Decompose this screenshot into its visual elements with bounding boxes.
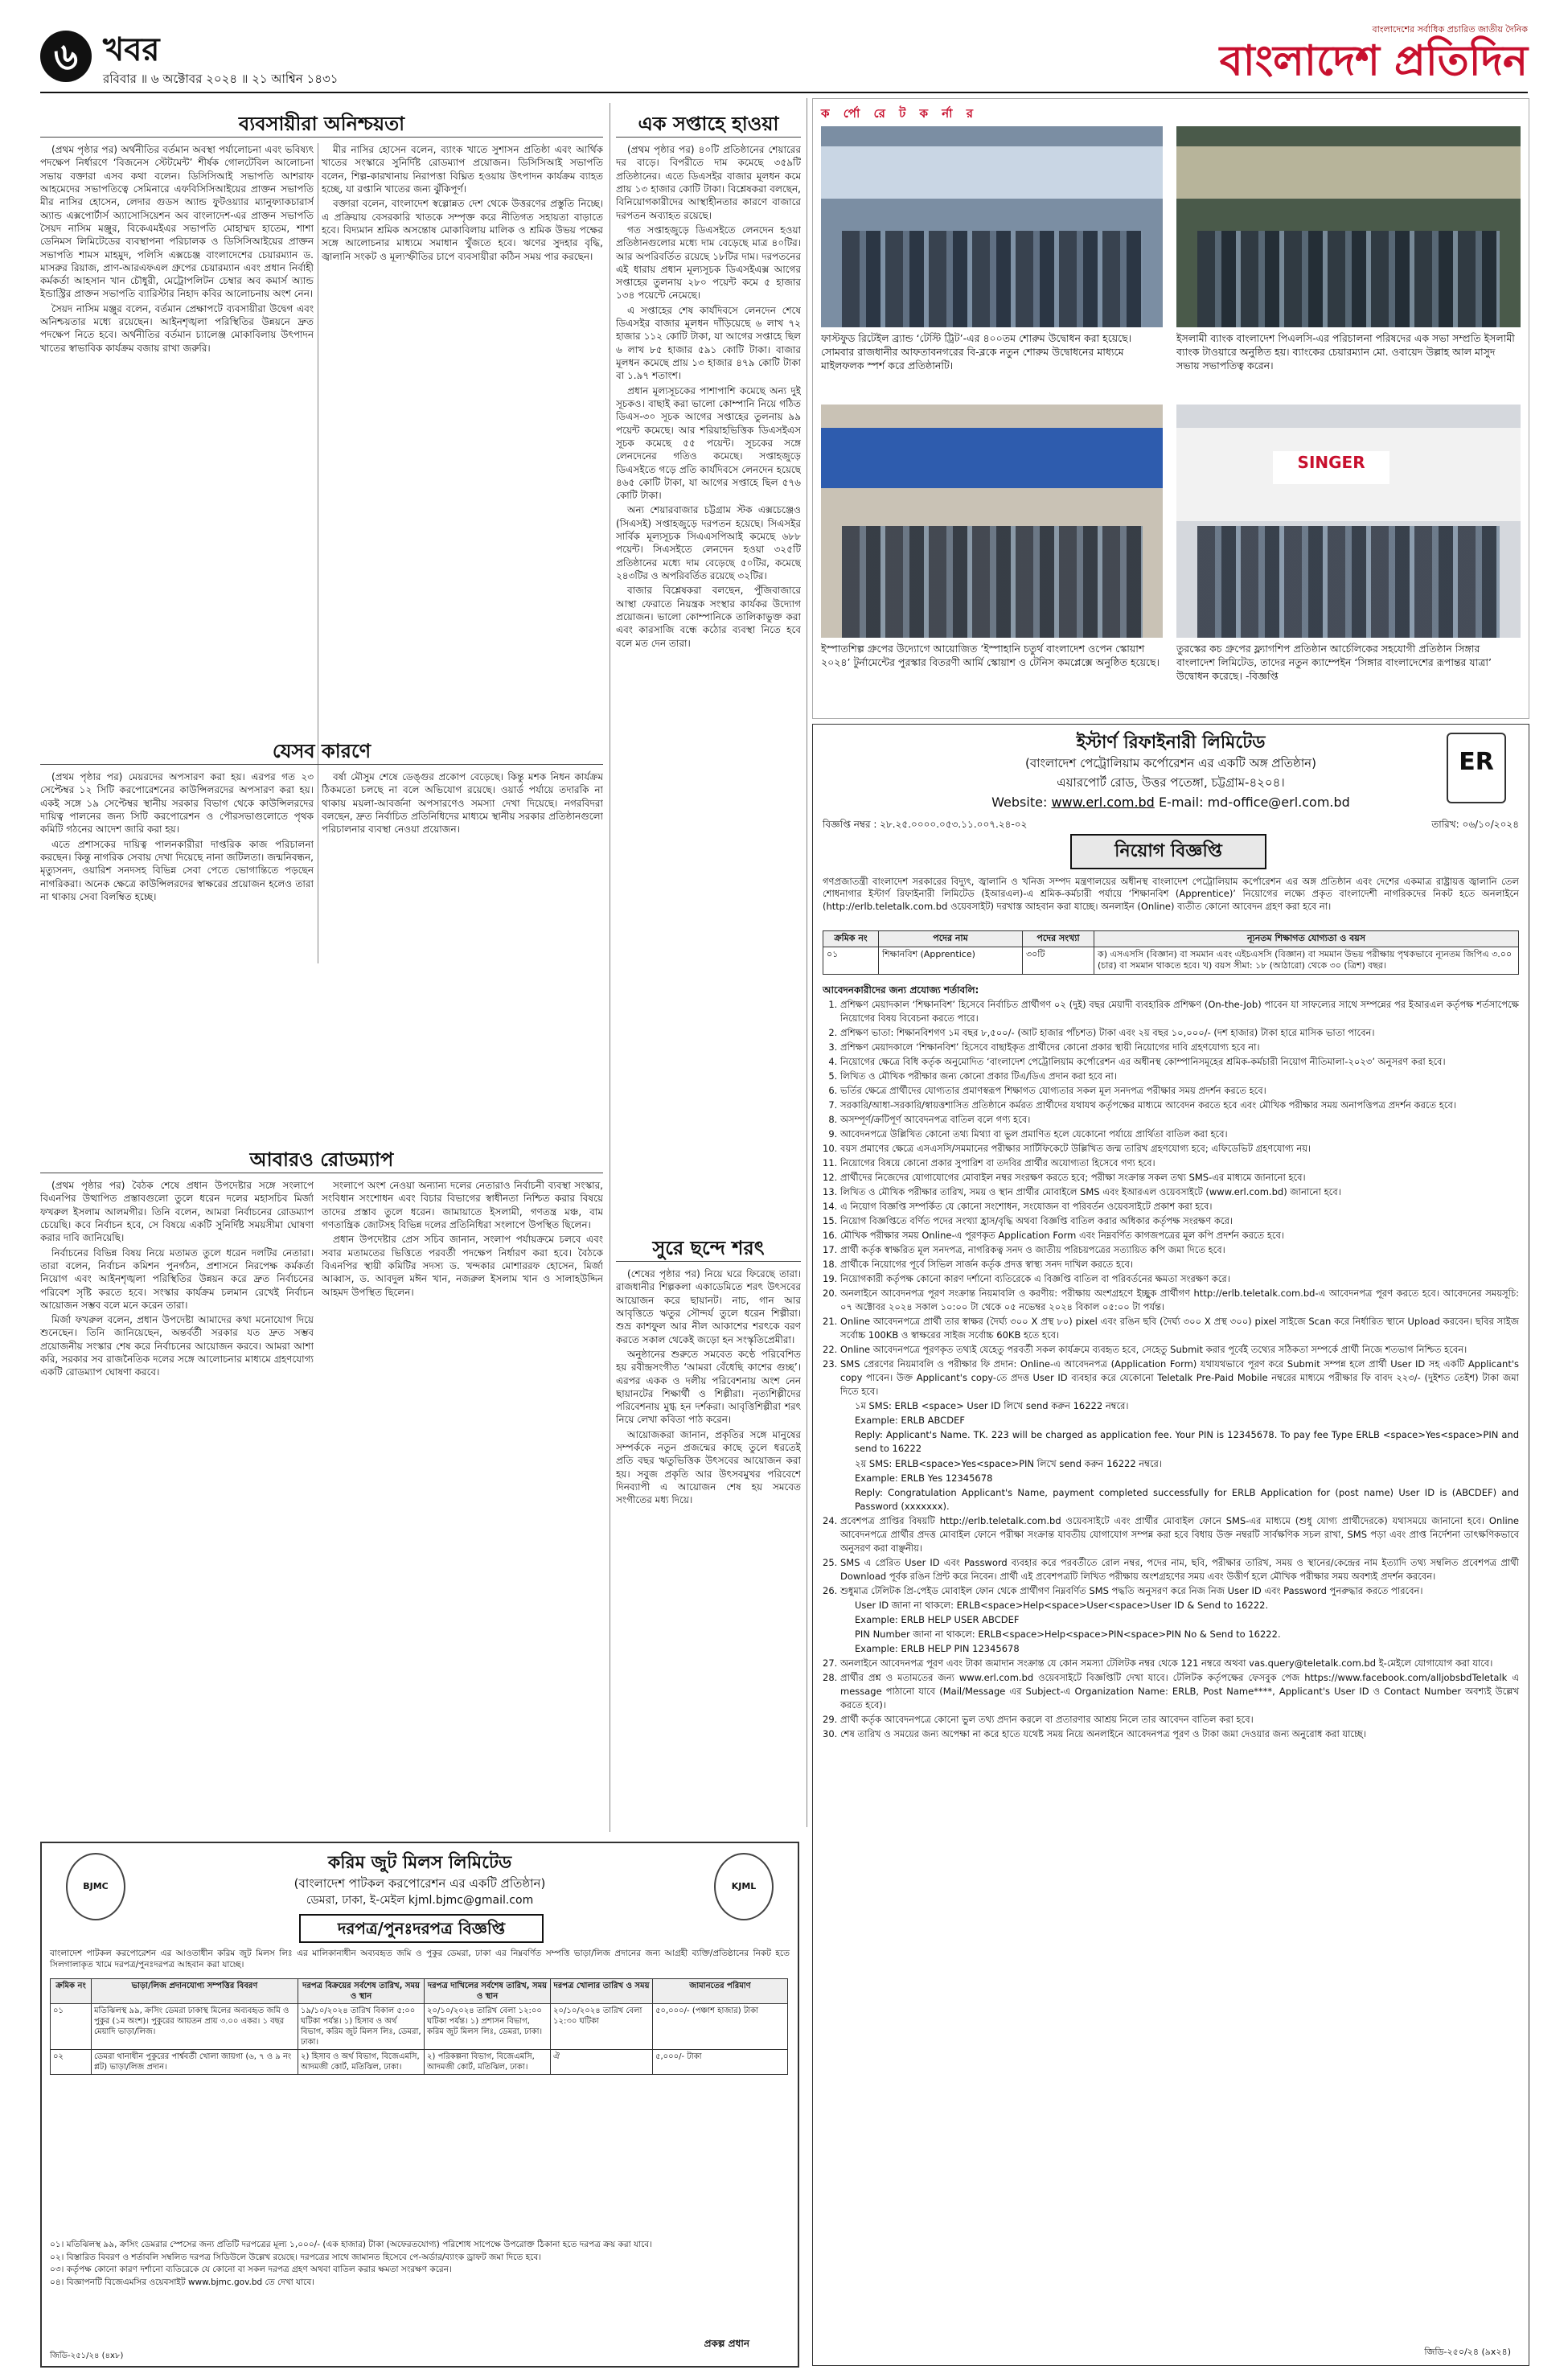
- headline-market[interactable]: এক সপ্তাহে হাওয়া: [616, 111, 801, 138]
- list-item: 28. প্রার্থীর প্রশ্ন ও মতামতের জন্য www.erl.com.bd ওয়েবসাইটে বিজ্ঞপ্তিটি দেখা যাবে। টেলিটক কর্তৃপক্ষের ফেসবুক পেজ https://www.facebook.com/alljobsbdTeletalk এ message পাঠানো যাবে (Mail/Message এর Subject-এ Organization Name: ERLB, Post Name****, Applicant's User ID ও Contact Number অবশ্যই উল্লেখ করতে হবে)।: [840, 1671, 1519, 1712]
- singer-sign: SINGER: [1273, 451, 1390, 484]
- photo-caption: তুরস্কের কচ গ্রুপের ফ্ল্যাগশিপ প্রতিষ্ঠান আর্চেলিকের সহযোগী প্রতিষ্ঠান সিঙ্গার বাংলাদেশ লিমিটেড, তাদের নতুন ক্যাম্পেইন ‘সিঙ্গার বাংলাদেশের রূপান্তর যাত্রা’ উদ্বোধন করেছে। -বিজ্ঞপ্তি: [1176, 643, 1492, 682]
- kjm-intro: বাংলাদেশ পাটকল করপোরেশন এর আওতাধীন করিম জুট মিলস লিঃ এর মালিকানাধীন অব্যবহৃত জমি ও পুকুর ডেমরা, ঢাকা এর নিম্নবর্ণিত সম্পত্তি ভাড়া/লিজ প্রদানের জন্য আগ্রহী ব্যক্তি/প্রতিষ্ঠানের নিকট হতে সিলগালাকৃত খামে দরপত্র/পুনঃদরপত্র আহবান করা যাচ্ছে।: [50, 1949, 790, 1970]
- photo-caption: ইস্পাতশিল্প গ্রুপের উদ্যোগে আয়োজিত ‘ইস্পাহানি চতুর্থ বাংলাদেশ ওপেন স্কোয়াশ ২০২৪’ টুর্নামেন্টের পুরস্কার বিতরণী আর্মি স্কোয়াশ ও টেনিস কমপ্লেক্সে অনুষ্ঠিত হয়েছে।: [821, 643, 1160, 668]
- erl-intro: গণপ্রজাতন্ত্রী বাংলাদেশ সরকারের বিদ্যুৎ, জ্বালানি ও খনিজ সম্পদ মন্ত্রণালয়ের অধীনস্থ বাংলাদেশ পেট্রোলিয়াম কর্পোরেশন এর অঙ্গ প্রতিষ্ঠান এবং দেশের একমাত্র রাষ্ট্রায়ত্ত জ্বালানি তেল শোধনাগার ইস্টার্ণ রিফাইনারী লিমিটেড (ইআরএল)-এ শ্রমিক-কর্মচারী পর্যায়ে ‘শিক্ষানবিশ (Apprentice)’ নিয়োগের লক্ষ্যে প্রকৃত বাংলাদেশী নাগরিকদের নিকট হতে অনলাইনে (http://erlb.teletalk.com.bd ওয়েবসাইট) দরখাস্ত আহবান করা যাচ্ছে। অনলাইন (Online) ব্যতীত কোনো আবেদন গ্রহণ করা হবে না।: [823, 876, 1519, 912]
- article-business-col1: [40, 143, 314, 734]
- photo-people: [1197, 526, 1500, 638]
- list-item: ০৩। কর্তৃপক্ষ কোনো কারণ দর্শানো ব্যতিরেকে যে কোনো বা সকল দরপত্র গ্রহণ অথবা বাতিল করার ক্ষমতা সংরক্ষণ করেন।: [50, 2265, 452, 2275]
- photo-showroom-opening[interactable]: [821, 126, 1163, 327]
- erl-reference-number: বিজ্ঞপ্তি নম্বর : ২৮.২৫.০০০০.০৫৩.১১.০০৭.২৪-০২: [823, 819, 1028, 830]
- list-item: 19. নিয়োগকারী কর্তৃপক্ষ কোনো কারণ দর্শানো ব্যতিরেকে এ বিজ্ঞপ্তি বাতিল বা পরিবর্তনের ক্ষমতা সংরক্ষণ করে।: [840, 1272, 1519, 1286]
- article-paragraph: গত সপ্তাহজুড়ে ডিএসইতে লেনদেন হওয়া প্রতিষ্ঠানগুলোর মধ্যে দাম বেড়েছে মাত্র ৪০টির। আর অপরিবর্তিত রয়েছে ১৮টির দাম। দরপতনের এই ধারায় প্রধান মূল্যসূচক ডিএসইএক্স আগের সপ্তাহের তুলনায় ২৮০ পয়েন্ট কমে ৫ হাজার ১৩৪ পয়েন্টে নেমেছে।: [616, 224, 801, 302]
- bjmc-logo-icon: BJMC: [66, 1853, 125, 1920]
- table-header-row: [51, 1979, 788, 2004]
- photo-caption: ইসলামী ব্যাংক বাংলাদেশ পিএলসি-এর পরিচালনা পরিষদের এক সভা সম্প্রতি ইসলামী ব্যাংক টাওয়ারে অনুষ্ঠিত হয়। ব্যাংকের চেয়ারম্যান মো. ওবায়েদ উল্লাহ আল মাসুদ সভায় সভাপতিত্ব করেন।: [1176, 332, 1515, 372]
- table-header-row: [823, 931, 1519, 947]
- kjm-tender-notice: [40, 1842, 799, 2368]
- article-paragraph: অনুষ্ঠানের শুরুতে সমবেত কণ্ঠে পরিবেশিত হয় রবীন্দ্রসংগীত ‘আমরা বেঁধেছি কাশের গুচ্ছ’। এরপর একক ও দলীয় পরিবেশনায় অংশ নেন ছায়ানটের শিক্ষার্থী ও শিল্পীরা। নৃত্যশিল্পীদের পরিবেশনায় মুগ্ধ হন দর্শকরা। আবৃত্তিশিল্পীরা শরৎ নিয়ে লেখা কবিতা পাঠ করেন।: [616, 1348, 801, 1426]
- section-title: খবর: [103, 31, 160, 68]
- kjm-footer-code: জিডি-২৫১/২৪ (৪x৮): [50, 2351, 124, 2360]
- erl-company-name: ইস্টার্ণ রিফাইনারী লিমিটেড: [1076, 733, 1266, 753]
- erl-rules-list: [823, 998, 1519, 1742]
- article-paragraph: অন্য শেয়ারবাজার চট্টগ্রাম স্টক এক্সচেঞ্জেও (সিএসই) সপ্তাহজুড়ে দরপতন হয়েছে। সিএসইর সার্বিক মূল্যসূচক সিএএসপিআই কমেছে ৬৮৮ পয়েন্ট। সিএসইতে লেনদেন হওয়া ৩২৫টি প্রতিষ্ঠানের মধ্যে দাম বেড়েছে ৫০টির, কমেছে ২৪৩টির ও অপরিবর্তিত রয়েছে ৩২টির।: [616, 504, 801, 581]
- erl-rules-heading: আবেদনকারীদের জন্য প্রযোজ্য শর্তাবলি:: [823, 984, 979, 996]
- erl-email[interactable]: md-office@erl.com.bd: [1207, 795, 1350, 810]
- table-header: দরপত্র দাখিলের সর্বশেষ তারিখ, সময় ও স্থান: [425, 1979, 551, 2004]
- table-header: ভাড়া/লিজ প্রদানযোগ্য সম্পত্তির বিবরণ: [92, 1979, 298, 2004]
- list-item: ০২। বিস্তারিত বিবরণ ও শর্তাবলি সম্বলিত দরপত্র সিডিউলে উল্লেখ রয়েছে। দরপত্রের সাথে জামানত হিসেবে পে-অর্ডার/ব্যাংক ড্রাফট জমা দিতে হবে।: [50, 2252, 541, 2262]
- photo-singer-campaign[interactable]: [1176, 405, 1521, 638]
- photo-backdrop: [821, 146, 1163, 199]
- list-item: 11. নিয়োগের বিষয়ে কোনো প্রকার সুপারিশ বা তদবির প্রার্থীর অযোগ্যতা হিসেবে গণ্য হবে।: [840, 1156, 1519, 1170]
- article-reasons-col1: [40, 770, 314, 1142]
- table-header: ক্রমিক নং: [823, 931, 879, 947]
- table-cell: মতিঝিলস্থ ৯৯, ক্রসিং ডেমরা ঢাকাস্থ মিলের অব্যবহৃত জমি ও পুকুর (১ম অংশ)। পুকুরের আয়তন প্রায় ৩.০০ একর। ১ বছর মেয়াদি ভাড়া/লিজ।: [92, 2004, 298, 2050]
- list-item: 9. আবেদনপত্রে উল্লিখিত কোনো তথ্য মিথ্যা বা ভুল প্রমাণিত হলে যেকোনো পর্যায়ে প্রার্থিতা বাতিল করা হবে।: [840, 1127, 1519, 1141]
- table-header: পদের সংখ্যা: [1023, 931, 1094, 947]
- sms-step: Example: ERLB HELP USER ABCDEF: [855, 1613, 1020, 1625]
- list-item: 15. নিয়োগ বিজ্ঞপ্তিতে বর্ণিত পদের সংখ্যা হ্রাস/বৃদ্ধি অথবা বিজ্ঞপ্তি বাতিল করার অধিকার কর্তৃপক্ষ সংরক্ষণ করে।: [840, 1214, 1519, 1228]
- article-paragraph: (প্রথম পৃষ্ঠার পর) মেয়রদের অপসারণ করা হয়। এরপর গত ২৩ সেপ্টেম্বর ১২ সিটি করপোরেশনের কাউন্সিলরদের অপসারণ করা হয়। একই সঙ্গে ১৯ সেপ্টেম্বর স্থানীয় সরকার বিভাগ থেকে কাউন্সিলরদের দায়িত্ব পালনের জন্য সিটি করপোরেশন ও পৌরসভাগুলোতে পৃথক কমিটি গঠনের আদেশ জারি করা হয়।: [40, 771, 314, 836]
- table-row: [51, 2050, 788, 2075]
- article-paragraph: এ সপ্তাহের শেষ কার্যদিবসে লেনদেন শেষে ডিএসইর বাজার মূলধন দাঁড়িয়েছে ৬ লাখ ৭২ হাজার ১১২ কোটি টাকা, যা আগের সপ্তাহে ছিল ৬ লাখ ৮৫ হাজার ৫৯১ কোটি টাকা। বাজার মূলধন কমেছে প্রায় ১৩ হাজার ৪৭৯ কোটি টাকা বা ১.৯৭ শতাংশ।: [616, 304, 801, 382]
- photo-backdrop: [821, 428, 1163, 488]
- photo-backdrop: [1176, 146, 1521, 199]
- logo-tagline: বাংলাদেশের সর্বাধিক প্রচারিত জাতীয় দৈনিক: [1372, 24, 1528, 35]
- photo-squash-prize[interactable]: [821, 405, 1163, 638]
- article-roadmap-col1: [40, 1179, 314, 1834]
- table-cell: ২০/১০/২০২৪ তারিখ বেলা ১২:০০ ঘটিকা পর্যন্ত। ১) প্রশাসন বিভাগ, করিম জুট মিলস লিঃ, ডেমরা, ঢাকা।: [425, 2004, 551, 2050]
- sms-step: ২য় SMS: ERLB<space>Yes<space>PIN লিখে send করুন 16222 নম্বরে।: [855, 1457, 1162, 1469]
- list-item: 13. লিখিত ও মৌখিক পরীক্ষার তারিখ, সময় ও স্থান প্রার্থীর মোবাইলে SMS এবং ইআরএল ওয়েবসাইটে (www.erl.com.bd) জানানো হবে।: [840, 1185, 1519, 1199]
- list-item: 16. মৌখিক পরীক্ষার সময় Online-এ পূরণকৃত Application Form এবং নিম্নবর্ণিত কাগজপত্রের মূল কপি প্রদর্শন করতে হবে।: [840, 1229, 1519, 1242]
- table-cell: ২) পরিকল্পনা বিভাগ, বিজেএমসি, আদমজী কোর্ট, মতিঝিল, ঢাকা।: [425, 2050, 551, 2075]
- list-item: ০৪। বিজ্ঞাপনটি বিজেএমসির ওয়েবসাইট www.bjmc.gov.bd তে দেখা যাবে।: [50, 2277, 314, 2288]
- erl-post-table: [823, 930, 1519, 975]
- list-item: 10. বয়স প্রমাণের ক্ষেত্রে এসএসসি/সমমানের পরীক্ষার সার্টিফিকেটে উল্লিখিত জন্ম তারিখ গ্রহণযোগ্য হবে; এফিডেভিট গ্রহণযোগ্য নয়।: [840, 1142, 1519, 1156]
- list-item: 3. প্রশিক্ষণ মেয়াদকালে ‘শিক্ষানবিশ’ হিসেবে বাছাইকৃত প্রার্থীদের কোনো প্রকার স্থায়ী নিয়োগের দাবি গ্রহণযোগ্য হবে না।: [840, 1041, 1519, 1054]
- table-cell: ২) হিসাব ও অর্থ বিভাগ, বিজেএমসি, আদমজী কোর্ট, মতিঝিল, ঢাকা।: [298, 2050, 425, 2075]
- article-paragraph: মির্জা ফখরুল বলেন, প্রধান উপদেষ্টা আমাদের কথা মনোযোগ দিয়ে শুনেছেন। তিনি জানিয়েছেন, অন্তর্বর্তী সরকার যত দ্রুত সম্ভব প্রয়োজনীয় সংস্কার শেষ করে নির্বাচনের আয়োজন করবে। আমরা আশা করি, সরকার সব রাজনৈতিক দলের সঙ্গে আলোচনার মাধ্যমে গ্রহণযোগ্য একটি রোডম্যাপ ঘোষণা করবে।: [40, 1314, 314, 1378]
- list-item: 25. SMS এ প্রেরিত User ID এবং Password ব্যবহার করে পরবর্তীতে রোল নম্বর, পদের নাম, ছবি, পরীক্ষার তারিখ, সময় ও স্থানের/কেন্দ্রের নাম ইত্যাদি তথ্য সম্বলিত প্রবেশপত্র প্রার্থী Download পূর্বক রঙিন প্রিন্ট করে নিবেন। প্রার্থী এই প্রবেশপত্রটি লিখিত পরীক্ষায় অংশগ্রহণের সময় এবং উত্তীর্ণ হলে মৌখিক পরীক্ষার সময় অবশ্যই প্রদর্শন করবেন।: [840, 1556, 1519, 1583]
- table-header: জামানতের পরিমাণ: [653, 1979, 788, 2004]
- table-row: [51, 2004, 788, 2050]
- table-cell: ১৯/১০/২০২৪ তারিখ বিকাল ৫:০০ ঘটিকা পর্যন্ত। ১) হিসাব ও অর্থ বিভাগ, করিম জুট মিলস লিঃ, ডেমরা, ঢাকা।: [298, 2004, 425, 2050]
- logo-name: বাংলাদেশ প্রতিদিন: [1219, 35, 1528, 85]
- erl-notice-date: তারিখ: ০৬/১০/২০২৪: [1431, 819, 1519, 830]
- headline-autumn[interactable]: সুরে ছন্দে শরৎ: [616, 1235, 801, 1262]
- list-item: 18. প্রার্থীকে নিয়োগের পূর্বে সিভিল সার্জন কর্তৃক প্রদত্ত স্বাস্থ্য সনদ দাখিল করতে হবে।: [840, 1258, 1519, 1271]
- list-item: 12. প্রার্থীদের নিজেদের যোগাযোগের মোবাইল নম্বর সংরক্ষণ করতে হবে; পরীক্ষা সংক্রান্ত সকল তথ্য SMS-এর মাধ্যমে জানানো হবে।: [840, 1171, 1519, 1185]
- dateline: রবিবার ॥ ৬ অক্টোবর ২০২৪ ॥ ২১ আশ্বিন ১৪৩১: [103, 72, 339, 86]
- list-item: 26. শুধুমাত্র টেলিটক প্রি-পেইড মোবাইল ফোন থেকে প্রার্থীগণ নিম্নবর্ণিত SMS পদ্ধতি অনুসরণ করে নিজ নিজ User ID এবং Password পুনরুদ্ধার করতে পারবেন।: [840, 1584, 1519, 1598]
- corporate-corner: [812, 98, 1529, 719]
- table-header: পদের নাম: [879, 931, 1023, 947]
- table-cell: ২০/১০/২০২৪ তারিখ বেলা ১২:৩০ ঘটিকা: [551, 2004, 653, 2050]
- list-item: 30. শেষ তারিখ ও সময়ের জন্য অপেক্ষা না করে হাতে যথেষ্ট সময় নিয়ে অনলাইনে আবেদনপত্র পূরণ ও টাকা জমা দেওয়ার জন্য অনুরোধ করা যাচ্ছে।: [840, 1727, 1519, 1741]
- article-paragraph: প্রধান মূল্যসূচকের পাশাপাশি কমেছে অন্য দুই সূচকও। বাছাই করা ভালো কোম্পানি নিয়ে গঠিত ডিএস-৩০ সূচক আগের সপ্তাহের তুলনায় ৯৯ পয়েন্ট কমেছে। আর শরিয়াহভিত্তিক ডিএসইএস সূচক কমেছে ৫৫ পয়েন্ট। সূচকের সঙ্গে লেনদেনের গতিও কমেছে। সপ্তাহজুড়ে ডিএসইতে গড়ে প্রতি কার্যদিবসে লেনদেন হয়েছে ৪৬৫ কোটি টাকা, যা আগের সপ্তাহে ছিল ৫৭৬ কোটি টাকা।: [616, 384, 801, 502]
- sms-step: Example: ERLB Yes 12345678: [855, 1472, 993, 1484]
- table-header: দরপত্র বিক্রয়ের সর্বশেষ তারিখ, সময় ও স্থান: [298, 1979, 425, 2004]
- headline-roadmap[interactable]: আবারও রোডম্যাপ: [40, 1147, 603, 1173]
- list-item: 23. SMS প্রেরণের নিয়মাবলি ও পরীক্ষার ফি প্রদান: Online-এ আবেদনপত্র (Application Form) যথাযথভাবে পূরণ করে Submit সম্পন্ন হলে প্রার্থী User ID সহ একটি Applicant's copy পাবেন। উক্ত Applicant's copy-তে প্রদত্ত User ID ব্যবহার করে যেকোনো Teletalk Pre-Paid Mobile নম্বরের মাধ্যমে পরীক্ষার ফি বাবদ ২২৩/- (দুইশত তেইশ) টাকা জমা দিতে হবে।: [840, 1357, 1519, 1399]
- erl-recruitment-notice: [812, 724, 1529, 2366]
- table-cell: ০১: [51, 2004, 92, 2050]
- table-cell: ক) এসএসসি (বিজ্ঞান) বা সমমান এবং এইচএসসি (বিজ্ঞান) বা সমমান উভয় পরীক্ষায় পৃথকভাবে ন্যূনতম জিপিএ ৩.০০ (চার) বা সমমান থাকতে হবে। খ) বয়স সীমা: ১৮ (আঠারো) থেকে ৩০ (ত্রিশ) বছর।: [1094, 947, 1519, 974]
- article-paragraph: আয়োজকরা জানান, প্রকৃতির সঙ্গে মানুষের সম্পর্ককে নতুন প্রজন্মের কাছে তুলে ধরতেই প্রতি বছর ঋতুভিত্তিক উৎসবের আয়োজন করা হয়। সবুজ প্রকৃতি আর উৎসবমুখর পরিবেশে দিনব্যাপী এ আয়োজন শেষ হয় সমবেত সংগীতের মধ্য দিয়ে।: [616, 1428, 801, 1506]
- table-header: দরপত্র খোলার তারিখ ও সময়: [551, 1979, 653, 2004]
- kjml-logo-icon: KJML: [714, 1853, 774, 1920]
- list-item: 21. Online আবেদনপত্রে প্রার্থী তার স্বাক্ষর (দৈর্ঘ্য ৩০০ X প্রস্থ ৮০) pixel এবং রঙিন ছবি (দৈর্ঘ্য ৩০০ X প্রস্থ ৩০০) pixel সাইজে Scan করে নির্ধারিত স্থানে Upload করবেন। ছবির সাইজ সর্বোচ্চ 100KB ও স্বাক্ষরের সাইজ সর্বোচ্চ 60KB হতে হবে।: [840, 1315, 1519, 1342]
- headline-reasons[interactable]: যেসব কারণে: [40, 738, 603, 765]
- kjm-address: ডেমরা, ঢাকা, ই-মেইল kjml.bjmc@gmail.com: [306, 1894, 534, 1907]
- article-reasons-col2: [322, 770, 603, 1142]
- table-cell: ৫,০০০/- টাকা: [653, 2050, 788, 2075]
- list-item: 5. লিখিত ও মৌখিক পরীক্ষার জন্য কোনো প্রকার টিএ/ডিএ প্রদান করা হবে না।: [840, 1070, 1519, 1083]
- sms-step: Reply: Congratulation Applicant's Name, payment completed successfully for ERLB Application for (post name) User ID is (ABCDEF) and Password (xxxxxxx).: [855, 1486, 1519, 1512]
- list-item: 27. অনলাইনে আবেদনপত্র পূরণ এবং টাকা জমাদান সংক্রান্ত যে কোন সমস্যা টেলিটক নম্বর থেকে 121 নম্বরে অথবা vas.query@teletalk.com.bd ই-মেইলে যোগাযোগ করা যাবে।: [840, 1657, 1519, 1670]
- table-cell: ৩০টি: [1023, 947, 1094, 974]
- article-paragraph: সংলাপে অংশ নেওয়া অন্যান্য দলের নেতারাও নির্বাচনী ব্যবস্থা সংস্কার, সংবিধান সংশোধন এবং বিচার বিভাগের স্বাধীনতা নিশ্চিত করার বিষয়ে তাদের প্রস্তাব তুলে ধরেন। জামায়াতে ইসলামী, গণতন্ত্র মঞ্চ, বাম গণতান্ত্রিক জোটসহ বিভিন্ন দলের প্রতিনিধিরা সংলাপে উপস্থিত ছিলেন।: [322, 1180, 603, 1230]
- table-cell: ০২: [51, 2050, 92, 2075]
- article-paragraph: বর্ষা মৌসুম শেষে ডেঙ্গুর প্রকোপ বেড়েছে। কিন্তু মশক নিধন কার্যক্রম ঠিকমতো চলছে না বলে অভিযোগ রয়েছে। ওয়ার্ড পর্যায়ে তদারকি না থাকায় ময়লা-আবর্জনা অপসারণেও সমস্যা দেখা দিয়েছে। নগরবিদরা বলছেন, দ্রুত নির্বাচিত প্রতিনিধিদের মাধ্যমে স্থানীয় সরকার প্রতিষ্ঠানগুলো পরিচালনার ব্যবস্থা নেওয়া প্রয়োজন।: [322, 771, 603, 836]
- article-paragraph: নির্বাচনের বিভিন্ন বিষয় নিয়ে মতামত তুলে ধরেন দলটির নেতারা। তারা বলেন, নির্বাচন কমিশন পুনর্গঠন, প্রশাসনে নিরপেক্ষ কর্মকর্তা নিয়োগ এবং আইনশৃঙ্খলা পরিস্থিতির উন্নয়ন করে দ্রুত নির্বাচনের পরিবেশ সৃষ্টি করতে হবে। সংস্কার কার্যক্রম চলমান রেখেই নির্বাচন আয়োজন সম্ভব বলে মনে করেন তারা।: [40, 1247, 314, 1311]
- table-cell: ঐ: [551, 2050, 653, 2075]
- list-item: 4. নিয়োগের ক্ষেত্রে বিধি কর্তৃক অনুমোদিত ‘বাংলাদেশ পেট্রোলিয়াম কর্পোরেশন এর অধীনস্থ কোম্পানিসমূহের শ্রমিক-কর্মচারী নিয়োগ নীতিমালা-২০২৩’ অনুসরণ করা হবে।: [840, 1055, 1519, 1069]
- photo-people: [1197, 231, 1500, 327]
- list-item: 1. প্রশিক্ষণ মেয়াদকাল ‘শিক্ষানবিশ’ হিসেবে নির্বাচিত প্রার্থীগণ ০২ (দুই) বছর মেয়াদী ব্যবহারিক প্রশিক্ষণ (On-the-Job) পাবেন যা সাফল্যের সাথে সম্পন্নের পর ইআরএল কর্তৃপক্ষ শর্তসাপেক্ষে নিয়োগের বিষয় বিবেচনা করতে পারে।: [840, 998, 1519, 1025]
- kjm-notice-banner: দরপত্র/পুনঃদরপত্র বিজ্ঞপ্তি: [299, 1914, 544, 1943]
- erl-subtitle: (বাংলাদেশ পেট্রোলিয়াম কর্পোরেশন এর একটি অঙ্গ প্রতিষ্ঠান): [1024, 756, 1316, 770]
- website-label: Website:: [991, 795, 1048, 810]
- article-paragraph: মীর নাসির হোসেন বলেন, ব্যাংক খাতে সুশাসন প্রতিষ্ঠা এবং আর্থিক খাতের সংস্কারে সুনির্দিষ্ট রোডম্যাপ প্রয়োজন। ডিসিসিআই সভাপতি বলেন, শিল্প-কারখানায় নিরাপত্তা বিঘ্নিত হওয়ায় উৎপাদন কার্যক্রম ব্যাহত হচ্ছে, যা রপ্তানি খাতের জন্য ঝুঁকিপূর্ণ।: [322, 144, 603, 195]
- table-header: ন্যূনতম শিক্ষাগত যোগ্যতা ও বয়স: [1094, 931, 1519, 947]
- sms-step: Reply: Applicant's Name. TK. 223 will be charged as application fee. Your PIN is 12345678. To pay fee Type ERLB <space>Yes<space>PIN and send to 16222: [855, 1429, 1519, 1455]
- kjm-subtitle: (বাংলাদেশ পাটকল করপোরেশন এর একটি প্রতিষ্ঠান): [293, 1876, 546, 1891]
- article-paragraph: (শেষের পৃষ্ঠার পর) নিয়ে ঘরে ফিরেছে তারা। রাজধানীর শিল্পকলা একাডেমিতে শরৎ উৎসবের আয়োজন করে ছায়ানট। নাচ, গান আর আবৃত্তিতে ঋতুর সৌন্দর্য তুলে ধরেন শিল্পীরা। শুভ্র কাশফুল আর নীল আকাশের শরৎকে বরণ করতে সকাল থেকেই জড়ো হন সংস্কৃতিপ্রেমীরা।: [616, 1268, 801, 1345]
- list-item: ০১। মতিঝিলস্থ ৯৯, ক্রসিং ডেমরার স্পেসের জন্য প্রতিটি দরপত্রের মূল্য ১,০০০/- (এক হাজার) টাকা (অফেরতযোগ্য) পরিশোধ সাপেক্ষে উপরোক্ত ঠিকানা হতে দরপত্র ক্রয় করা যাবে।: [50, 2240, 652, 2249]
- article-paragraph: এতে প্রশাসকের দায়িত্ব পালনকারীরা দাপ্তরিক কাজ পরিচালনা করছেন। কিন্তু নাগরিক সেবায় দেখা দিয়েছে নানা জটিলতা। জন্মনিবন্ধন, মৃত্যুসনদ, ওয়ারিশ সনদসহ বিভিন্ন সেবা পেতে ভোগান্তিতে পড়ছেন নাগরিকরা। অনেক ক্ষেত্রে কাউন্সিলরদের স্বাক্ষরের প্রয়োজন হলেও তারা না থাকায় সেবা বিলম্বিত হচ্ছে।: [40, 838, 314, 902]
- masthead-rule: [40, 92, 1528, 93]
- photo-caption: ফাস্টফুড রিটেইল ব্র্যান্ড ‘টেস্টি ট্রিট’-এর ৪০০তম শোরুম উদ্বোধন করা হয়েছে। সোমবার রাজধানীর আফতাবনগরের বি-ব্লকে নতুন শোরুম উদ্বোধনের মাধ্যমে মাইলফলক স্পর্শ করে প্রতিষ্ঠানটি।: [821, 332, 1132, 372]
- list-item: 17. প্রার্থী কর্তৃক স্বাক্ষরিত মূল সনদপত্র, নাগরিকত্ব সনদ ও জাতীয় পরিচয়পত্রের সত্যায়িত কপি জমা দিতে হবে।: [840, 1243, 1519, 1257]
- list-item: 14. এ নিয়োগ বিজ্ঞপ্তি সম্পর্কিত যে কোনো সংশোধন, সংযোজন বা পরিবর্তন ওয়েবসাইটে প্রকাশ করা হবে।: [840, 1200, 1519, 1214]
- email-label: E-mail:: [1158, 795, 1204, 810]
- list-item: 6. ভর্তির ক্ষেত্রে প্রার্থীদের যোগ্যতার প্রমাণস্বরূপ শিক্ষাগত যোগ্যতার সকল মূল সনদপত্র পরীক্ষার সময় প্রদর্শন করতে হবে।: [840, 1084, 1519, 1098]
- article-autumn-col: [616, 1267, 801, 1834]
- list-item: 22. Online আবেদনপত্রে পূরণকৃত তথ্যই যেহেতু পরবর্তী সকল কার্যক্রমে ব্যবহৃত হবে, সেহেতু Submit করার পূর্বেই তথ্যের সঠিকতা সম্পর্কে প্রার্থী নিজে শতভাগ নিশ্চিত হবেন।: [840, 1343, 1519, 1357]
- table-header: ক্রমিক নং: [51, 1979, 92, 2004]
- corporate-corner-title: ক র্পো রে ট ক র্না র: [821, 106, 979, 121]
- article-paragraph: (প্রথম পৃষ্ঠার পর) অর্থনীতির বর্তমান অবস্থা পর্যালোচনা এবং ভবিষ্যৎ পদক্ষেপ নির্ধারণে ‘বিজনেস স্টেটমেন্ট’ শীর্ষক গোলটেবিল আলোচনা সভায় বক্তারা এসব কথা বলেন। ডিসিসিআই সভাপতি আশরাফ আহমেদের সভাপতিত্বে সেমিনারে এফবিসিসিআইয়ের প্রাক্তন সভাপতি মীর নাসির হোসেন, লেদার গুডস অ্যান্ড ফুটওয়্যার ম্যানুফ্যাকচারার্স অ্যান্ড এক্সপোর্টার্স অ্যাসোসিয়েশন অব বাংলাদেশ-এর প্রাক্তন সভাপতি সৈয়দ নাসিম মঞ্জুর, বিকেএমইএর সভাপতি মোহাম্মদ হাতেম, শাশা ডেনিমস লিমিটেডের ব্যবস্থাপনা পরিচালক ও ডিসিসিআইয়ের প্রাক্তন সভাপতি শামস মাহমুদ, পলিসি এক্সচেঞ্জ বাংলাদেশের চেয়ারম্যান ড. মাসরুর রিয়াজ, প্রাণ-আরএফএল গ্রুপের চেয়ারম্যান এবং প্রধান নির্বাহী কর্মকর্তা আহসান খান চৌধুরী, মেট্রোপলিটন চেম্বার অব কমার্স অ্যান্ড ইন্ডাস্ট্রির প্রাক্তন সভাপতি ব্যারিস্টার নিহাদ কবির আলোচনায় অংশ নেন।: [40, 144, 314, 300]
- article-paragraph: (প্রথম পৃষ্ঠার পর) ৪০টি প্রতিষ্ঠানের শেয়ারের দর বাড়ে। বিপরীতে দাম কমেছে ৩৫৯টি প্রতিষ্ঠানের। এতে ডিএসইর বাজার মূলধন কমে প্রায় ১৩ হাজার কোটি টাকা। বিশ্লেষকরা বলছেন, বিনিয়োগকারীদের আস্থাহীনতার কারণে বাজারে দরপতন অব্যাহত রয়েছে।: [616, 144, 801, 221]
- article-paragraph: বক্তারা বলেন, বাংলাদেশ স্বল্পোন্নত দেশ থেকে উত্তরণের প্রস্তুতি নিচ্ছে। এ প্রক্রিয়ায় বেসরকারি খাতকে সম্পৃক্ত করে নীতিগত সহায়তা বাড়াতে হবে। বিদ্যমান শ্রমিক অসন্তোষ মোকাবিলায় মালিক ও শ্রমিক উভয় পক্ষের সঙ্গে আলোচনার মাধ্যমে সমাধান খুঁজতে হবে। ঋণের সুদহার বৃদ্ধি, জ্বালানি সংকট ও মূল্যস্ফীতির চাপে ব্যবসায়ীরা কঠিন সময় পার করছেন।: [322, 198, 603, 262]
- photo-people: [842, 231, 1143, 327]
- erl-emblem-icon: ER: [1447, 733, 1506, 803]
- list-item: 7. সরকারি/আধা-সরকারি/স্বায়ত্তশাসিত প্রতিষ্ঠানে কর্মরত প্রার্থীদের যথাযথ কর্তৃপক্ষের মাধ্যমে আবেদন করতে হবে এবং মৌখিক পরীক্ষার সময় অনাপত্তিপত্র প্রদর্শন করতে হবে।: [840, 1099, 1519, 1112]
- kjm-tender-table: [50, 1978, 788, 2075]
- kjm-notes: [50, 2239, 790, 2290]
- table-row: [823, 947, 1519, 974]
- sms-step: Example: ERLB HELP PIN 12345678: [855, 1642, 1020, 1654]
- list-item: 20. অনলাইনে আবেদনপত্র পূরণ সংক্রান্ত নিয়মাবলি ও করণীয়: পরীক্ষায় অংশগ্রহণে ইচ্ছুক প্রার্থীগণ http://erlb.teletalk.com.bd-এ আবেদনপত্র পূরণ করতে হবে। আবেদনের সময়সূচি: ০৭ অক্টোবর ২০২৪ সকাল ১০:০০ টা থেকে ০৫ নভেম্বর ২০২৪ বিকাল ০৫:০০ টা পর্যন্ত।: [840, 1287, 1519, 1314]
- table-cell: ৫০,০০০/- (পঞ্চাশ হাজার) টাকা: [653, 2004, 788, 2050]
- page-number: ৬: [40, 31, 92, 82]
- masthead: [40, 24, 1528, 92]
- photo-board-meeting[interactable]: [1176, 126, 1521, 327]
- headline-business[interactable]: ব্যবসায়ীরা অনিশ্চয়তা: [40, 111, 603, 138]
- article-paragraph: বাজার বিশ্লেষকরা বলছেন, পুঁজিবাজারে আস্থা ফেরাতে নিয়ন্ত্রক সংস্থার কার্যকর উদ্যোগ প্রয়োজন। ভালো কোম্পানিকে তালিকাভুক্ত করা এবং কারসাজি বন্ধে কঠোর ব্যবস্থা নিতে হবে বলে মত দেন তারা।: [616, 585, 801, 649]
- sms-step: PIN Number জানা না থাকলে: ERLB<space>Help<space>PIN<space>PIN No & Send to 16222.: [855, 1628, 1281, 1640]
- sms-step: ১ম SMS: ERLB <space> User ID লিখে send করুন 16222 নম্বরে।: [855, 1400, 1129, 1412]
- photo-people: [842, 526, 1143, 638]
- article-paragraph: প্রধান উপদেষ্টার প্রেস সচিব জানান, সংলাপ পর্যায়ক্রমে চলবে এবং সবার মতামতের ভিত্তিতে পরবর্তী পদক্ষেপ নির্ধারণ করা হবে। বৈঠকে বিএনপির স্থায়ী কমিটির সদস্য ড. খন্দকার মোশাররফ হোসেন, মির্জা আব্বাস, ড. আবদুল মঈন খান, নজরুল ইসলাম খান ও সালাহউদ্দিন আহমদ উপস্থিত ছিলেন।: [322, 1234, 603, 1298]
- list-item: 24. প্রবেশপত্র প্রাপ্তির বিষয়টি http://erlb.teletalk.com.bd ওয়েবসাইটে এবং প্রার্থীর মোবাইল ফোনে SMS-এর মাধ্যমে (শুধু যোগ্য প্রার্থীদেরকে) যথাসময়ে জানানো হবে। Online আবেদনপত্রে প্রার্থীর প্রদত্ত মোবাইল ফোনে পরীক্ষা সংক্রান্ত যাবতীয় যোগাযোগ সম্পন্ন করা হবে বিধায় উক্ত নম্বরটি সার্বক্ষণিক সচল রাখা, SMS পড়া এবং প্রাপ্ত নির্দেশনা তাৎক্ষণিকভাবে অনুসরণ করা বাঞ্ছনীয়।: [840, 1514, 1519, 1555]
- table-cell: ০১: [823, 947, 879, 974]
- table-cell: শিক্ষানবিশ (Apprentice): [879, 947, 1023, 974]
- erl-contact-line: [813, 794, 1529, 811]
- article-paragraph: সৈয়দ নাসিম মঞ্জুর বলেন, বর্তমান প্রেক্ষাপটে ব্যবসায়ীরা উদ্বেগ এবং অনিশ্চয়তার মধ্যে রয়েছেন। আইনশৃঙ্খলা পরিস্থিতির উন্নয়নে দ্রুত পদক্ষেপ নিতে হবে। অর্থনীতির বর্তমান চ্যালেঞ্জ মোকাবিলায় উৎপাদন খাতের স্বাভাবিক কার্যক্রম বজায় রাখা জরুরি।: [40, 302, 314, 354]
- erl-notice-banner: নিয়োগ বিজ্ঞপ্তি: [1070, 834, 1266, 869]
- article-market-col: [616, 143, 801, 1229]
- newspaper-logo[interactable]: [1150, 24, 1528, 88]
- article-roadmap-col2: [322, 1179, 603, 1834]
- list-item: 29. প্রার্থী কর্তৃক আবেদনপত্রে কোনো ভুল তথ্য প্রদান করলে বা প্রতারণার আশ্রয় নিলে তার আবেদন বাতিল করা হবে।: [840, 1713, 1519, 1727]
- kjm-signer: প্রকল্প প্রধান: [704, 2337, 749, 2349]
- list-item: 2. প্রশিক্ষণ ভাতা: শিক্ষানবিশগণ ১ম বছর ৮,৫০০/- (আট হাজার পাঁচশত) টাকা এবং ২য় বছর ১০,০০০/- (দশ হাজার) টাকা হারে মাসিক ভাতা পাবেন।: [840, 1026, 1519, 1040]
- kjm-company-name: করিম জুট মিলস লিমিটেড: [327, 1853, 512, 1873]
- erl-address: এয়ারপোর্ট রোড, উত্তর পতেঙ্গা, চট্টগ্রাম-৪২০৪।: [1057, 775, 1285, 790]
- article-paragraph: (প্রথম পৃষ্ঠার পর) বৈঠক শেষে প্রধান উপদেষ্টার সঙ্গে সংলাপে বিএনপির উত্থাপিত প্রস্তাবগুলো তুলে ধরেন দলের মহাসচিব মির্জা ফখরুল ইসলাম আলমগীর। তিনি বলেন, আমরা নির্বাচনের রোডম্যাপ চেয়েছি। কবে নির্বাচন হবে, সে বিষয়ে একটি সুনির্দিষ্ট সময়সীমা ঘোষণা করার দাবি জানিয়েছি।: [40, 1180, 314, 1244]
- erl-footer-code: জিডি-২৫০/২৪ (৯x২৪): [1424, 2347, 1511, 2358]
- article-business-col2: [322, 143, 603, 734]
- list-item: 8. অসম্পূর্ণ/ক্রটিপূর্ণ আবেদনপত্র বাতিল বলে গণ্য হবে।: [840, 1113, 1519, 1127]
- sms-step: Example: ERLB ABCDEF: [855, 1415, 965, 1427]
- sms-step: User ID জানা না থাকলে: ERLB<space>Help<space>User<space>User ID & Send to 16222.: [855, 1599, 1269, 1611]
- table-cell: ডেমরা থানাধীন পুকুরের পার্শ্ববর্তী খোলা জায়গা (৬, ৭ ও ৯ নং প্লট) ভাড়া/লিজ প্রদান।: [92, 2050, 298, 2075]
- erl-website-link[interactable]: www.erl.com.bd: [1051, 795, 1155, 810]
